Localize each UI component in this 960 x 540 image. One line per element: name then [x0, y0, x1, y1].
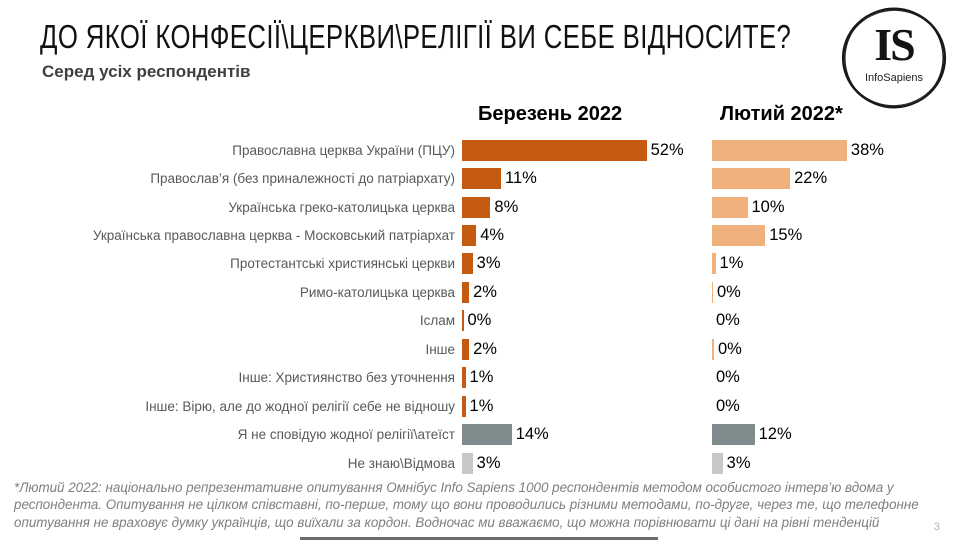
march-cell [462, 225, 712, 246]
feb-cell [712, 225, 956, 246]
infosapiens-logo [840, 6, 948, 110]
chart-row [14, 221, 956, 249]
bar-value: 0% [467, 311, 492, 330]
bar-feb [712, 339, 714, 360]
bar-march [462, 197, 490, 218]
bar-value: 8% [494, 197, 519, 216]
bar-march [462, 140, 647, 161]
category-label: Я не сповідую жодної релігії\атеїст [237, 427, 455, 443]
category-label: Римо-католицька церква [299, 284, 455, 300]
chart-row [14, 335, 956, 363]
chart-row [14, 307, 956, 335]
bar-value: 2% [473, 339, 497, 358]
feb-cell [712, 197, 956, 218]
chart-row [14, 364, 956, 392]
march-cell [462, 168, 712, 189]
bar-value: 3% [476, 254, 501, 273]
bar-feb [712, 453, 723, 474]
footnote: *Лютий 2022: національно репрезентативне опитування Омнібус Info Sapiens 1000 респондентів методом особистого інтерв’ю вдома у респондента. Опитування не цілком співставні, по-перше, тому що вони проводились різними методами, по-друге, через те, що телефонне опитування не враховує думку українців, що виїхали за кордон. Водночас ми вважаємо, що можна порівнювати ці дані на рівні тенденцій [14, 480, 919, 530]
bar-march [462, 367, 466, 388]
bar-march [462, 310, 464, 331]
column-header-feb: Лютий 2022* [720, 103, 843, 125]
feb-cell [712, 396, 956, 417]
march-cell [462, 140, 712, 161]
bar-march [462, 339, 469, 360]
bar-value: 14% [515, 425, 549, 444]
march-cell [462, 453, 712, 474]
feb-cell [712, 453, 956, 474]
feb-cell [712, 310, 956, 331]
feb-cell [712, 140, 956, 161]
bar-value: 0% [716, 311, 740, 330]
bar-value: 1% [469, 396, 494, 415]
bar-feb [712, 225, 765, 246]
bar-value: 38% [850, 140, 884, 159]
page-title-text: ДО ЯКОЇ КОНФЕСІЇ\ЦЕРКВИ\РЕЛІГІЇ ВИ СЕБЕ ВІДНОСИТЕ? [40, 18, 792, 55]
bar-value: 0% [716, 396, 740, 415]
march-cell [462, 253, 712, 274]
feb-cell [712, 339, 956, 360]
bar-feb [712, 253, 716, 274]
bar-value: 3% [476, 453, 501, 472]
bar-march [462, 282, 469, 303]
bar-march [462, 396, 466, 417]
chart-row [14, 164, 956, 192]
category-label: Протестантські християнські церкви [230, 256, 455, 272]
march-cell [462, 339, 712, 360]
page-number: 3 [933, 521, 940, 533]
bar-value: 10% [751, 197, 785, 216]
logo-name: InfoSapiens [864, 72, 924, 84]
chart-row [14, 278, 956, 306]
feb-cell [712, 282, 956, 303]
bar-march [462, 168, 501, 189]
bar-feb [712, 168, 790, 189]
logo-initials: IS [874, 19, 914, 70]
column-header-march: Березень 2022 [478, 103, 623, 125]
bar-value: 1% [469, 368, 494, 387]
bar-value: 0% [718, 339, 742, 358]
bar-value: 2% [473, 282, 497, 301]
bar-value: 15% [769, 226, 803, 245]
bar-value: 1% [719, 254, 744, 273]
category-label: Православна церква України (ПЦУ) [232, 142, 455, 158]
bar-value: 22% [794, 169, 828, 188]
bar-value: 0% [717, 282, 741, 301]
bar-value: 0% [716, 368, 740, 387]
chart-row [14, 420, 956, 448]
march-cell [462, 424, 712, 445]
march-cell [462, 367, 712, 388]
category-label: Інше: Вірю, але до жодної релігії себе не відношу [145, 398, 455, 414]
category-label: Інше: Християнство без уточнення [238, 370, 455, 386]
category-label: Українська православна церква - Московський патріархат [92, 228, 455, 244]
bar-feb [712, 140, 847, 161]
category-label: Інше [425, 341, 455, 357]
feb-cell [712, 253, 956, 274]
bar-chart [14, 136, 956, 477]
category-label: Українська греко-католицька церква [228, 199, 455, 215]
feb-cell [712, 367, 956, 388]
bar-march [462, 225, 476, 246]
chart-row [14, 250, 956, 278]
category-label: Іслам [419, 313, 455, 329]
page-subtitle: Серед усіх респондентів [42, 62, 251, 81]
chart-row [14, 449, 956, 477]
march-cell [462, 396, 712, 417]
chart-row [14, 193, 956, 221]
bar-march [462, 453, 473, 474]
chart-row [14, 392, 956, 420]
feb-cell [712, 424, 956, 445]
feb-cell [712, 168, 956, 189]
march-cell [462, 197, 712, 218]
category-label: Не знаю\Відмова [347, 455, 455, 471]
bar-feb [712, 282, 713, 303]
bar-value: 52% [650, 140, 684, 159]
bar-feb [712, 424, 755, 445]
bar-march [462, 424, 512, 445]
chart-row [14, 136, 956, 164]
bar-march [462, 253, 473, 274]
page-title [40, 18, 960, 56]
march-cell [462, 282, 712, 303]
march-cell [462, 310, 712, 331]
bar-value: 4% [480, 226, 505, 245]
bar-value: 12% [758, 425, 792, 444]
bar-value: 3% [726, 453, 751, 472]
bar-value: 11% [505, 169, 537, 188]
category-label: Православ’я (без приналежності до патріархату) [150, 171, 455, 187]
bar-feb [712, 197, 748, 218]
